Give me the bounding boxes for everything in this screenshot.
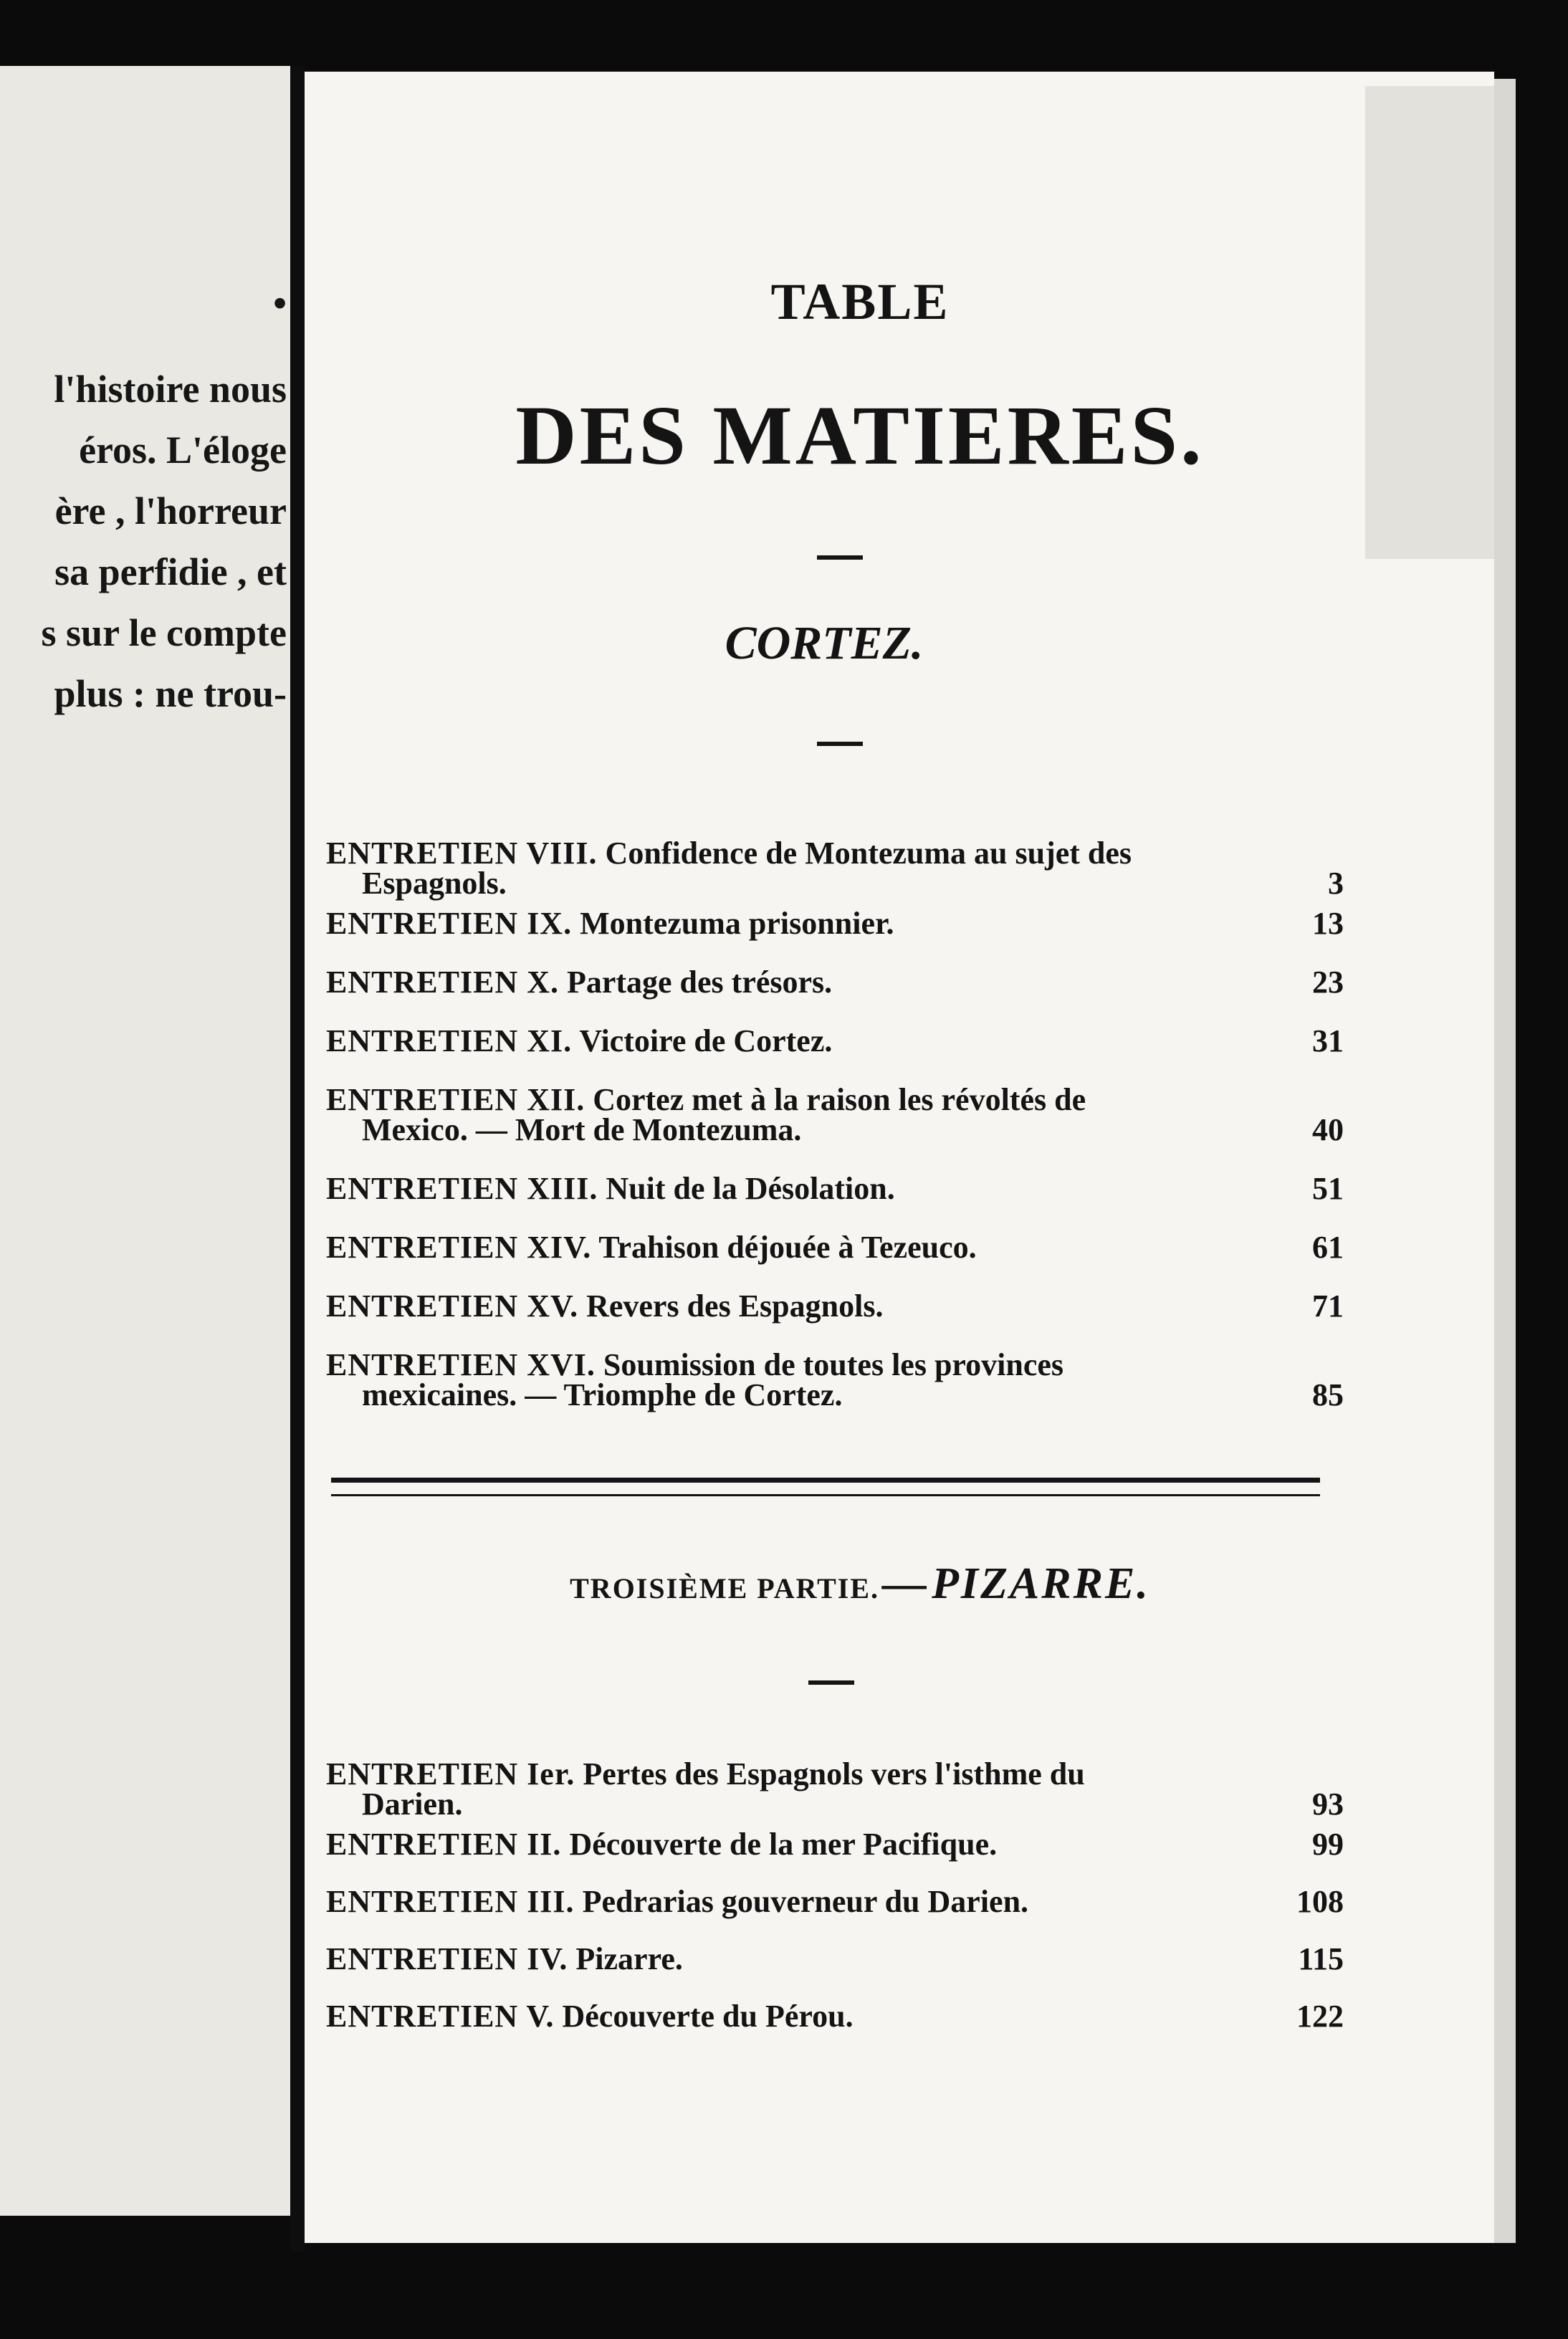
- entry-label: ENTRETIEN XVI.: [326, 1347, 596, 1382]
- entry-title: Soumission de toutes les provinces: [603, 1347, 1064, 1382]
- pizarre-entries: [326, 1756, 1344, 2034]
- entry-label: ENTRETIEN XIV.: [326, 1230, 592, 1265]
- entry-title: Victoire de Cortez.: [579, 1023, 833, 1058]
- des-matieres-heading: DES MATIERES.: [515, 388, 1205, 482]
- entry-title: Découverte de la mer Pacifique.: [569, 1827, 998, 1862]
- entry-title-continued: Darien.: [362, 1786, 463, 1822]
- entry-title: Pizarre.: [575, 1941, 683, 1976]
- entry-label: ENTRETIEN VIII.: [326, 836, 598, 871]
- entry-title-continued: Mexico. — Mort de Montezuma.: [362, 1112, 802, 1147]
- toc-entry: [326, 1082, 1344, 1147]
- toc-entry: [326, 906, 1344, 941]
- entry-title: Nuit de la Désolation.: [606, 1171, 895, 1206]
- entry-page-number: 108: [1296, 1884, 1344, 1919]
- toc-entry: [326, 1941, 1344, 1976]
- page-edge-shadow: [1365, 86, 1494, 559]
- entry-page-number: 93: [1312, 1786, 1344, 1822]
- toc-entry: [326, 838, 1344, 899]
- entry-text: [326, 1171, 1344, 1206]
- entry-text: [326, 1230, 1344, 1265]
- entry-text: [326, 2001, 1344, 2032]
- section-divider: [817, 742, 863, 746]
- entry-text: [326, 1023, 1344, 1058]
- entry-page-number: 13: [1312, 906, 1344, 941]
- toc-entry: [326, 967, 1344, 998]
- entry-title: Montezuma prisonnier.: [580, 906, 894, 941]
- table-heading: TABLE: [770, 273, 950, 330]
- entry-text: [326, 967, 1344, 998]
- left-page-line: éros. L'éloge: [79, 429, 287, 472]
- part-dash: —: [882, 1559, 929, 1608]
- entry-label: ENTRETIEN IX.: [326, 906, 573, 941]
- entry-label: ENTRETIEN III.: [326, 1884, 575, 1919]
- section-divider: [808, 1680, 854, 1685]
- entry-label: ENTRETIEN XII.: [326, 1082, 585, 1117]
- entry-page-number: 61: [1312, 1230, 1344, 1265]
- entry-page-number: 23: [1312, 965, 1344, 1000]
- entry-title-continued: Espagnols.: [362, 866, 507, 901]
- left-facing-page: [0, 66, 290, 2216]
- toc-entry: [326, 1288, 1344, 1324]
- cortez-section-heading: CORTEZ.: [725, 617, 924, 669]
- right-page-edge: [1494, 79, 1516, 2243]
- entry-page-number: 85: [1312, 1377, 1344, 1412]
- entry-title: Pedrarias gouverneur du Darien.: [582, 1884, 1029, 1919]
- entry-title: Pertes des Espagnols vers l'isthme du: [583, 1756, 1085, 1792]
- pizarre-section-heading: PIZARRE.: [932, 1559, 1150, 1608]
- heading-divider: [817, 555, 863, 560]
- entry-page-number: 51: [1312, 1171, 1344, 1206]
- left-page-line: sa perfidie , et: [54, 550, 287, 593]
- entry-label: ENTRETIEN IV.: [326, 1941, 568, 1976]
- entry-page-number: 99: [1312, 1827, 1344, 1862]
- toc-entry: [326, 1829, 1344, 1860]
- left-page-line: s sur le compte: [41, 611, 287, 654]
- entry-page-number: 40: [1312, 1112, 1344, 1147]
- entry-text: [326, 1082, 1344, 1147]
- left-page-line: l'histoire nous: [54, 368, 287, 411]
- part-heading: [430, 1559, 1290, 1609]
- entry-title: Cortez met à la raison les révoltés de: [593, 1082, 1086, 1117]
- left-page-line: •: [273, 282, 287, 325]
- part-label: TROISIÈME PARTIE.: [570, 1572, 880, 1604]
- entry-title: Partage des trésors.: [566, 965, 833, 1000]
- entry-label: ENTRETIEN XV.: [326, 1288, 579, 1324]
- entry-title: Confidence de Montezuma au sujet des: [605, 836, 1132, 871]
- entry-label: ENTRETIEN XI.: [326, 1023, 573, 1058]
- double-rule-divider: [331, 1478, 1320, 1496]
- entry-page-number: 3: [1328, 866, 1344, 901]
- toc-entry: [326, 1171, 1344, 1206]
- toc-entry: [326, 1756, 1344, 1822]
- entry-page-number: 122: [1296, 1999, 1344, 2034]
- entry-title: Revers des Espagnols.: [586, 1288, 884, 1324]
- toc-entry: [326, 1347, 1344, 1412]
- entry-text: [326, 1884, 1344, 1919]
- left-page-line: plus : ne trou-: [54, 672, 287, 715]
- entry-label: ENTRETIEN Ier.: [326, 1756, 575, 1792]
- entry-text: [326, 1288, 1344, 1324]
- entry-label: ENTRETIEN XIII.: [326, 1171, 598, 1206]
- entry-title: Découverte du Pérou.: [562, 1999, 854, 2034]
- left-page-line: ère , l'horreur: [54, 489, 287, 532]
- toc-entry: [326, 1884, 1344, 1919]
- entry-title: Trahison déjouée à Tezeuco.: [598, 1230, 977, 1265]
- entry-label: ENTRETIEN V.: [326, 1999, 555, 2034]
- entry-label: ENTRETIEN II.: [326, 1827, 562, 1862]
- entry-page-number: 31: [1312, 1023, 1344, 1058]
- toc-entry: [326, 1023, 1344, 1058]
- book-gutter: [290, 66, 305, 2252]
- toc-entry: [326, 1230, 1344, 1265]
- entry-text: [326, 838, 1344, 899]
- cortez-entries: [326, 838, 1344, 1410]
- toc-entry: [326, 2001, 1344, 2032]
- entry-text: [326, 1941, 1344, 1976]
- entry-text: [326, 1829, 1344, 1860]
- entry-text: [326, 1756, 1344, 1822]
- entry-label: ENTRETIEN X.: [326, 965, 559, 1000]
- entry-page-number: 71: [1312, 1288, 1344, 1324]
- entry-text: [326, 906, 1344, 941]
- entry-page-number: 115: [1298, 1941, 1344, 1976]
- entry-text: [326, 1347, 1344, 1412]
- entry-title-continued: mexicaines. — Triomphe de Cortez.: [362, 1377, 843, 1412]
